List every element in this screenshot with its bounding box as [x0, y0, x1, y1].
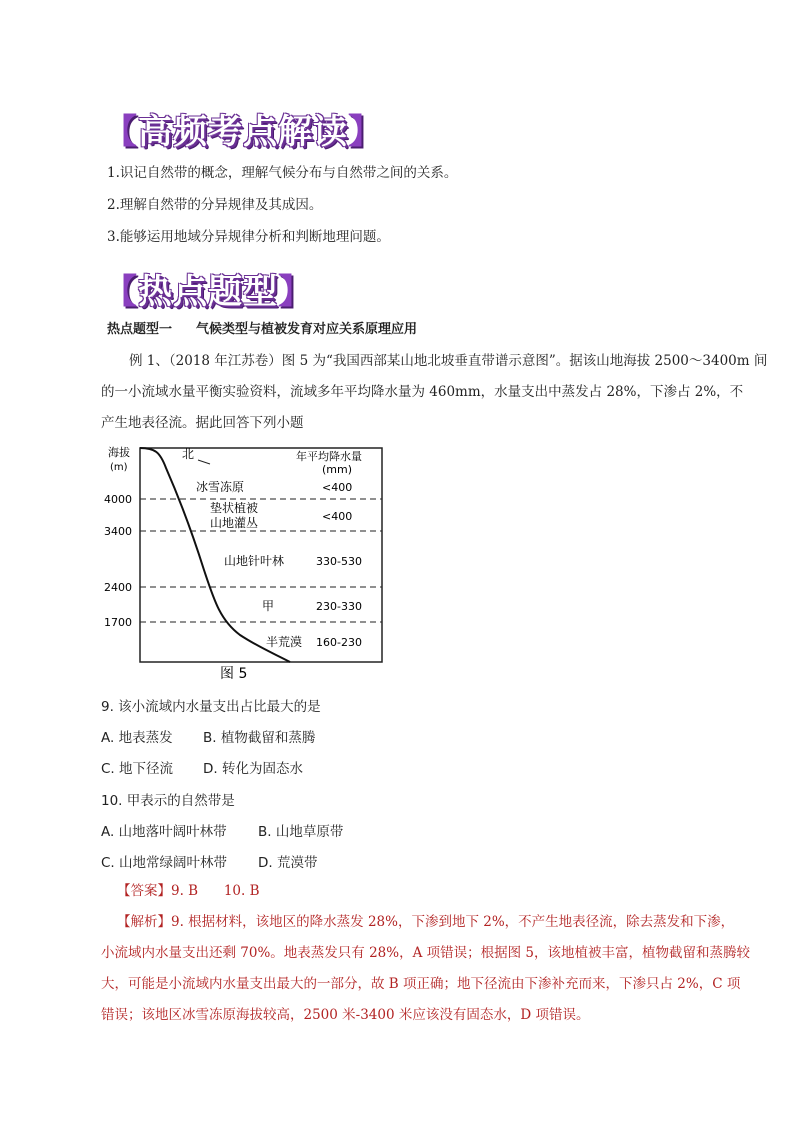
q10-option-c: C. 山地常绿阔叶林带 [101, 855, 228, 871]
analysis-line-4: 错误；该地区冰雪冻原海拔较高，2500 米-3400 米应该没有固态水，D 项错误。 [101, 1007, 590, 1023]
q10-option-d: D. 荒漠带 [258, 855, 318, 871]
zone-1-precip: <400 [322, 481, 353, 494]
analysis-label: 【解析】 [117, 914, 171, 930]
q10-option-a: A. 山地落叶阔叶林带 [101, 824, 227, 840]
bracket-open: 【 [103, 112, 138, 152]
tick-3400: 3400 [104, 525, 132, 538]
north-label: 北 [182, 447, 195, 461]
example-line-3: 产生地表径流。据此回答下列小题 [101, 415, 304, 431]
q9-stem: 9. 该小流域内水量支出占比最大的是 [101, 699, 321, 715]
topic-heading [107, 320, 417, 340]
q9-option-b: B. 植物截留和蒸腾 [203, 730, 316, 746]
q10-stem: 10. 甲表示的自然带是 [101, 793, 235, 809]
topic-title: 气候类型与植被发育对应关系原理应用 [196, 322, 418, 337]
y-axis-unit: (m) [110, 462, 128, 473]
zone-3-precip: 330-530 [316, 555, 362, 568]
banner-text: 高频考点解读 [138, 112, 348, 152]
zone-2-name-2: 山地灌丛 [210, 516, 259, 530]
objective-3: 3.能够运用地域分异规律分析和判断地理问题。 [107, 229, 390, 245]
answer-line [117, 881, 260, 901]
zone-5-precip: 160-230 [316, 636, 362, 649]
banner-text: 热点题型 [138, 272, 278, 312]
analysis-text-1: 9. 根据材料，该地区的降水蒸发 28%，下渗到地下 2%，不产生地表径流，除去蒸发和下渗， [171, 914, 735, 930]
precip-header: 年平均降水量 [296, 450, 362, 463]
zone-1-name: 冰雪冻原 [196, 480, 245, 494]
figure-5-vertical-zonation [100, 440, 400, 682]
section-banner-hot-topics [103, 264, 313, 313]
example-line-2: 的一小流域水量平衡实验资料，流域多年平均降水量为 460mm，水量支出中蒸发占 28%，下渗占 2%，不 [101, 384, 744, 400]
topic-label: 热点题型一 [107, 322, 173, 337]
zone-3-name: 山地针叶林 [224, 554, 285, 568]
figure-caption: 图 5 [220, 666, 248, 682]
bracket-close: 】 [348, 112, 383, 152]
bracket-open: 【 [103, 272, 138, 312]
q10-option-b: B. 山地草原带 [258, 824, 344, 840]
precip-unit: (mm) [322, 463, 353, 476]
tick-4000: 4000 [104, 493, 132, 506]
answer-text: 9. B 10. B [171, 883, 260, 899]
tick-1700: 1700 [104, 616, 132, 629]
answer-label: 【答案】 [117, 883, 171, 899]
analysis-line-2: 小流域内水量支出还剩 70%。地表蒸发只有 28%，A 项错误；根据图 5，该地植被丰富，植物截留和蒸腾较 [101, 945, 751, 961]
q9-option-d: D. 转化为固态水 [203, 761, 303, 777]
q9-option-c: C. 地下径流 [101, 761, 174, 777]
y-axis-label: 海拔 [108, 446, 130, 459]
analysis-line-3: 大，可能是小流域内水量支出最大的一部分，故 B 项正确；地下径流由下渗补充而来，下渗只占 2%，C 项 [101, 976, 741, 992]
objective-2: 2.理解自然带的分异规律及其成因。 [107, 197, 323, 213]
zone-4-precip: 230-330 [316, 600, 362, 613]
zone-4-name: 甲 [262, 599, 275, 613]
example-line-1: 例 1、（2018 年江苏卷）图 5 为“我国西部某山地北坡垂直带谱示意图”。据该山地海拔 2500～3400m 间 [129, 353, 768, 369]
north-arrow-icon [198, 460, 210, 464]
zone-2-name: 垫状植被 [210, 501, 259, 515]
zone-2-precip: <400 [322, 510, 353, 523]
analysis-line-1 [117, 912, 734, 932]
objective-1: 1.识记自然带的概念，理解气候分布与自然带之间的关系。 [107, 165, 458, 181]
tick-2400: 2400 [104, 581, 132, 594]
bracket-close: 】 [278, 272, 313, 312]
q9-option-a: A. 地表蒸发 [101, 730, 173, 746]
zone-5-name: 半荒漠 [266, 635, 303, 649]
section-banner-key-points [103, 104, 383, 153]
